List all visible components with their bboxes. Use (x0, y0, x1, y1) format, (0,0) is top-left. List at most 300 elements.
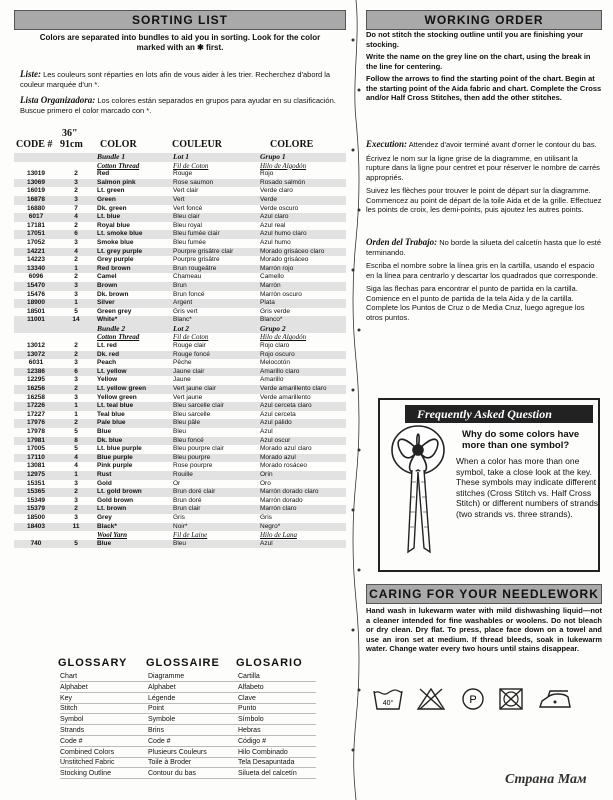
couleur-cell: Fil de Laine (173, 531, 208, 540)
color-cell: Rust (94, 471, 171, 480)
length-cell: 3 (74, 479, 78, 487)
code-cell: 14223 (26, 256, 46, 264)
colore-cell: Rojo oscuro (258, 351, 346, 360)
table-row (14, 342, 346, 351)
colore-cell: Rojo (260, 170, 274, 178)
table-row (14, 205, 346, 214)
couleur-cell: Noir* (171, 523, 258, 532)
color-cell: Dk. blue (94, 437, 171, 446)
glossary-es: Cartilla (238, 673, 260, 680)
couleur-cell: Bleu foncé (171, 437, 258, 446)
length-cell: 2 (58, 505, 94, 514)
colore-cell: Azul humo claro (258, 230, 346, 239)
table-row (14, 514, 346, 523)
sorting-list-title: SORTING LIST (132, 13, 228, 27)
french-note (20, 70, 346, 89)
couleur-cell: Fil de Coton (173, 161, 209, 170)
color-cell: Yellow (97, 376, 118, 384)
french-working (366, 140, 602, 215)
code-cell: 17978 (26, 428, 46, 435)
length-cell: 3 (74, 290, 78, 298)
glossary-es: Hebras (238, 727, 261, 734)
color-cell: Blue purple (94, 454, 171, 463)
glossary-en: Stitch (60, 705, 78, 713)
code-cell (14, 162, 58, 171)
glossary-header-es: GLOSARIO (236, 657, 303, 669)
code-cell: 15379 (14, 505, 58, 514)
table-row (14, 299, 346, 308)
couleur-cell: Bleu sarcelle clair (171, 402, 258, 411)
glossary-es: Alfabeto (238, 683, 264, 691)
couleur-cell: Bleu (173, 428, 187, 435)
glossary-row (60, 769, 316, 779)
length-cell (58, 153, 94, 162)
table-row (14, 179, 346, 188)
length-cell: 2 (74, 187, 78, 195)
color-cell: Smoke blue (97, 238, 134, 246)
length-cell (58, 162, 94, 171)
code-cell: 17976 (14, 419, 58, 428)
table-row (14, 385, 346, 394)
code-cell: 17181 (26, 221, 46, 229)
table-row (14, 248, 346, 257)
glossary-es: Tela Desapuntada (238, 759, 295, 767)
code-cell: 17051 (14, 230, 58, 239)
dry-clean-letter: P (469, 694, 477, 706)
couleur-cell: Vert (171, 196, 258, 205)
length-cell: 3 (74, 393, 78, 401)
spanish-working-3: Siga las flechas para encontrar el punto de partida en la cartilla. Comience en el punto de partida de la tela Aida y de la cartilla. Complete los Puntos de Cruz o de Media Cruz, luego agregue los otros puntos. (366, 284, 585, 322)
couleur-cell: Chameau (173, 273, 202, 281)
col-header-color: COLOR (100, 139, 137, 150)
length-cell: 2 (58, 385, 94, 394)
color-cell: Bundle 1 (94, 153, 171, 162)
colore-cell: Morado grisáceo (260, 256, 309, 264)
sorting-table (14, 153, 346, 548)
spanish-note-label: Lista Organizadora: (20, 95, 96, 105)
colore-cell: Blanco* (258, 316, 346, 325)
length-cell: 14 (58, 316, 94, 325)
glossary-row (60, 694, 316, 704)
code-cell: 6031 (28, 359, 44, 367)
color-cell: White* (94, 316, 171, 325)
length-cell: 11 (58, 523, 94, 532)
table-row (14, 196, 346, 205)
code-cell: 13072 (14, 351, 58, 360)
color-cell: Lt. grey purple (94, 248, 171, 257)
code-cell (14, 153, 58, 162)
color-cell: Lt. green (97, 187, 125, 195)
color-cell: Salmon pink (94, 179, 171, 188)
spanish-note-text: Los colores están separados en grupos para ayudar en su clasificación. Buscue primero el color marcado con *. (20, 96, 336, 115)
colore-cell: Azul pálido (258, 419, 346, 428)
couleur-cell: Lot 1 (171, 153, 258, 162)
french-working-label: Execution: (366, 139, 408, 149)
table-row (14, 308, 346, 317)
table-row (14, 454, 346, 463)
glossary-row (60, 748, 316, 758)
color-cell: Brown (94, 282, 171, 291)
table-row (14, 402, 346, 411)
colore-cell: Azul (258, 540, 346, 549)
couleur-cell: Bleu fumée clair (171, 230, 258, 239)
length-cell: 2 (74, 170, 78, 178)
couleur-cell: Rouge clair (173, 342, 206, 350)
couleur-cell: Vert jaune (173, 393, 203, 401)
code-cell: 17005 (26, 445, 46, 453)
code-cell: 11001 (14, 316, 58, 325)
colore-cell: Camello (260, 273, 284, 281)
color-cell: Lt. red (97, 342, 117, 350)
colore-cell: Orín (258, 471, 346, 480)
code-cell: 13081 (26, 462, 46, 470)
length-cell: 4 (74, 462, 78, 470)
color-cell: Gold brown (97, 496, 134, 504)
care-text: Hand wash in lukewarm water with mild dishwashing liquid—not a cleaner intended for fine washables or woolens. Do not bleach or dry clean. Dry flat. To press, place face down on a towel and use an iron set at medium. If thread bleeds, soak in lukewarm water. Change water every two hours until stains disappear. (366, 606, 602, 653)
couleur-cell: Blanc* (171, 316, 258, 325)
code-cell: 18900 (14, 299, 58, 308)
material-row (14, 333, 346, 342)
couleur-cell: Vert clair (173, 187, 199, 195)
couleur-cell: Bleu sarcelle (173, 410, 211, 418)
length-cell: 5 (74, 428, 78, 435)
length-cell: 3 (58, 282, 94, 291)
color-cell: Dk. green (97, 204, 127, 212)
faq-box (378, 398, 600, 572)
couleur-cell: Brun foncé (173, 290, 205, 298)
length-cell: 2 (74, 342, 78, 350)
length-cell: 2 (58, 488, 94, 497)
couleur-cell: Bleu pâle (171, 419, 258, 428)
glossary-row (60, 726, 316, 736)
couleur-cell: Brun (171, 282, 258, 291)
colore-cell: Azul humo (260, 238, 291, 246)
spanish-working-2: Escriba el nombre sobre la línea gris en la cartilla, usando el espacio en la línea para centrarlo y descartar los quadrados que corresponde. (366, 261, 598, 280)
length-cell: 5 (74, 307, 78, 315)
glossary-header-fr: GLOSSAIRE (146, 657, 220, 669)
couleur-cell: Bleu (171, 540, 258, 549)
colore-cell: Azul cerceta (260, 410, 296, 418)
col-header-length: 91cm (60, 139, 83, 150)
color-cell: Peach (97, 359, 117, 367)
table-row (14, 488, 346, 497)
table-row (14, 376, 346, 385)
table-row (14, 213, 346, 222)
glossary-row (60, 715, 316, 725)
french-note-text: Les couleurs sont réparties en lots afin de vous aider à les trier. Recherchez d'abord la couleur marquée d'un *. (20, 70, 331, 89)
glossary-es: Punto (238, 705, 257, 713)
colore-cell: Morado rosáceo (260, 462, 307, 470)
table-row (14, 230, 346, 239)
colore-cell: Gris (260, 513, 272, 521)
color-cell: Green (94, 196, 171, 205)
length-cell: 4 (58, 213, 94, 222)
table-row (14, 222, 346, 231)
length-cell: 5 (58, 540, 94, 549)
table-row (14, 445, 346, 454)
colore-cell: Marrón rojo (258, 265, 346, 274)
code-cell: 18500 (26, 513, 46, 521)
length-cell (58, 531, 94, 540)
material-row (14, 162, 346, 171)
glossary-en: Combined Colors (60, 748, 115, 756)
couleur-cell: Jaune clair (171, 368, 258, 377)
length-cell: 2 (74, 256, 78, 264)
table-row (14, 540, 346, 549)
length-cell: 5 (74, 445, 78, 453)
table-row (14, 351, 346, 360)
wash-40-icon (372, 687, 404, 711)
length-cell: 3 (58, 196, 94, 205)
colore-cell: Marrón claro (258, 505, 346, 514)
couleur-cell: Bleu pourpre clair (173, 445, 224, 453)
spanish-working-1: No borde la silueta del calcetín hasta que lo esté terminando. (366, 238, 602, 257)
code-cell (14, 325, 58, 334)
length-cell: 6 (58, 368, 94, 377)
colore-cell: Plata (258, 299, 346, 308)
spanish-working (366, 238, 602, 322)
code-cell: 13069 (14, 179, 58, 188)
french-working-3: Suivez les flèches pour trouver le point de départ sur la diagramme. Commencez au point de départ de la toile Aida et de la grille. Effectuez les points de croix, les demi-points, puis ajoutez les autres points. (366, 186, 602, 214)
glossary-row (60, 683, 316, 693)
sorting-intro-text: Colors are separated into bundles to aid you in sorting. Look for the color marked with an ✱ first. (39, 33, 321, 52)
code-cell: 15349 (26, 496, 46, 504)
couleur-cell: Bleu royal (173, 221, 202, 229)
couleur-cell: Rouille (171, 471, 258, 480)
table-row (14, 437, 346, 446)
glossary-en: Strands (60, 727, 85, 734)
vine-divider (350, 0, 362, 800)
couleur-cell: Bleu pourpre (171, 454, 258, 463)
glossary-es: Silueta del calcetín (238, 770, 297, 778)
color-cell: Grey purple (97, 256, 134, 264)
colore-cell: Morado azul (258, 454, 346, 463)
table-row (14, 480, 346, 489)
couleur-cell: Gris vert (173, 307, 198, 315)
colore-cell: Hilo de Algodón (260, 161, 307, 170)
code-cell: 17110 (14, 454, 58, 463)
length-cell: 4 (58, 248, 94, 257)
table-row (14, 282, 346, 291)
table-row (14, 187, 346, 196)
color-cell: Gold (97, 479, 112, 487)
color-cell: Lt. blue purple (97, 445, 142, 453)
code-cell: 17226 (14, 402, 58, 411)
color-cell: Royal blue (97, 221, 130, 229)
colore-cell: Rojo claro (260, 342, 290, 350)
colore-cell: Verde amarillento (260, 393, 311, 401)
table-row (14, 239, 346, 248)
working-order-title: WORKING ORDER (424, 13, 544, 27)
code-cell: 17227 (26, 410, 46, 418)
couleur-cell: Brun doré (173, 496, 202, 504)
color-cell: Cotton Thread (97, 161, 140, 170)
length-cell: 3 (74, 238, 78, 246)
glossary-row (60, 737, 316, 747)
colore-cell: Hilo de Lana (260, 531, 297, 540)
glossary-fr: Toile à Broder (148, 759, 192, 767)
length-cell: 3 (74, 376, 78, 384)
color-cell: Lt. yellow (94, 368, 171, 377)
glossary-fr: Plusieurs Couleurs (148, 748, 207, 756)
colore-cell: Melocotón (260, 359, 290, 367)
watermark: Страна Мам (505, 772, 587, 787)
color-cell: Grey (97, 513, 112, 521)
couleur-cell: Gris (173, 513, 185, 521)
sorting-list-banner (14, 10, 346, 30)
care-banner (366, 584, 602, 604)
code-cell: 15470 (14, 282, 58, 291)
code-cell: 13019 (26, 170, 46, 178)
color-cell: Bundle 2 (94, 325, 171, 334)
colore-cell: Morado azul claro (260, 445, 312, 453)
color-cell: Red brown (94, 265, 171, 274)
colore-cell: Verde (258, 196, 346, 205)
glossary-en: Symbol (60, 716, 84, 724)
glossary-fr: Légende (148, 694, 176, 702)
couleur-cell: Vert jaune clair (171, 385, 258, 394)
color-cell: Lt. gold brown (94, 488, 171, 497)
french-note-label: Liste: (20, 69, 41, 79)
glossary-en: Key (60, 694, 73, 702)
col-header-code: CODE # (16, 139, 53, 150)
code-cell: 15365 (14, 488, 58, 497)
color-cell: Dk. red (94, 351, 171, 360)
code-cell: 16256 (14, 385, 58, 394)
couleur-cell: Pêche (173, 359, 192, 367)
code-cell: 12975 (14, 471, 58, 480)
couleur-cell: Rouge (173, 170, 193, 178)
colore-cell: Marrón oscuro (260, 290, 302, 298)
color-cell: Silver (94, 299, 171, 308)
care-title: CARING FOR YOUR NEEDLEWORK (369, 587, 599, 601)
table-row (14, 265, 346, 274)
code-cell: 16878 (14, 196, 58, 205)
bundle-row (14, 153, 346, 162)
code-cell: 6017 (14, 213, 58, 222)
couleur-cell: Brun doré clair (171, 488, 258, 497)
code-cell: 740 (14, 540, 58, 549)
glossary-es: Clave (238, 694, 256, 702)
table-row (14, 411, 346, 420)
table-row (14, 419, 346, 428)
glossary-fr: Diagramme (148, 673, 185, 680)
no-bleach-icon (416, 687, 446, 711)
faq-answer: When a color has more than one symbol, take a close look at the key. These symbols may indicate different stitches (Cross Stitch vs. Half Cross Stitch) or different numbers of strands (two strands vs. three strands). (456, 456, 599, 519)
color-cell: Pale blue (94, 419, 171, 428)
code-cell: 15476 (26, 290, 46, 298)
table-row (14, 523, 346, 532)
code-cell: 12295 (26, 376, 46, 384)
table-row (14, 428, 346, 437)
length-cell: 1 (74, 410, 78, 418)
sorting-intro (30, 33, 330, 53)
color-cell: Dk. brown (97, 290, 129, 298)
couleur-cell: Pourpre grisâtre (173, 256, 220, 264)
glossary-row (60, 704, 316, 714)
code-cell: 16019 (26, 187, 46, 195)
col-header-colore: COLORE (270, 139, 314, 150)
code-cell: 13340 (14, 265, 58, 274)
colore-cell: Azul (260, 428, 273, 435)
length-top-label: 36" (62, 128, 78, 139)
table-row (14, 462, 346, 471)
bundle-row (14, 325, 346, 334)
glossary-es: Código # (238, 737, 267, 745)
glossary-fr: Contour du bas (148, 770, 196, 778)
colore-cell: Gris verde (260, 307, 290, 315)
material-row (14, 531, 346, 540)
wash-temp-label: 40° (382, 700, 394, 707)
table-row (14, 256, 346, 265)
colore-cell: Morado grisáceo claro (258, 248, 346, 257)
table-row (14, 394, 346, 403)
color-cell: Lt. blue (94, 213, 171, 222)
length-cell: 7 (74, 204, 78, 212)
code-cell: 16880 (26, 204, 46, 212)
code-cell: 6096 (28, 273, 44, 281)
table-row (14, 471, 346, 480)
length-cell: 6 (58, 230, 94, 239)
couleur-cell: Bleu fumée (173, 238, 206, 246)
colore-cell: Azul cerceta claro (258, 402, 346, 411)
code-cell: 18403 (14, 523, 58, 532)
length-cell (58, 333, 94, 342)
color-cell: Red (97, 170, 110, 178)
dry-clean-p-icon (460, 687, 486, 711)
glossary-en: Alphabet (60, 683, 88, 691)
length-cell: 3 (58, 179, 94, 188)
couleur-cell: Lot 2 (171, 325, 258, 334)
couleur-cell: Or (173, 479, 181, 487)
color-cell: Black* (94, 523, 171, 532)
length-cell: 4 (58, 454, 94, 463)
color-cell: Pink purple (97, 462, 133, 470)
color-cell: Lt. smoke blue (94, 230, 171, 239)
couleur-cell: Fil de Coton (173, 333, 209, 342)
french-working-1: Attendez d'avoir terminé avant d'orner le contour du bas. (408, 140, 597, 149)
length-cell: 3 (74, 359, 78, 367)
colore-cell: Amarillo claro (258, 368, 346, 377)
length-cell (58, 325, 94, 334)
color-cell: Camel (97, 273, 117, 281)
colore-cell: Marrón (258, 282, 346, 291)
glossary-header-en: GLOSSARY (58, 657, 128, 669)
colore-cell: Azul claro (258, 213, 346, 222)
colore-cell: Rosado salmón (258, 179, 346, 188)
color-cell: Lt. teal blue (94, 402, 171, 411)
glossary-fr: Symbole (148, 716, 176, 724)
colore-cell: Verde claro (260, 187, 293, 195)
colore-cell: Verde amarillento claro (258, 385, 346, 394)
glossary-es: Hilo Combinado (238, 748, 288, 756)
code-cell: 13012 (26, 342, 46, 350)
glossary-fr: Code # (148, 737, 171, 745)
color-cell: Green grey (97, 307, 132, 315)
french-working-2: Écrivez le nom sur la ligne grise de la diagramme, en utilisant la rupture dans la ligne pour centret et pour réserver le nombre de carrés appropriés. (366, 153, 600, 182)
length-cell: 3 (74, 513, 78, 521)
code-cell (14, 333, 58, 342)
length-cell: 2 (58, 351, 94, 360)
table-row (14, 170, 346, 179)
length-cell: 3 (74, 496, 78, 504)
working-step-2: Write the name on the grey line on the chart, using the break in the line for centering. (366, 52, 591, 71)
color-cell: Blue (97, 428, 112, 435)
code-cell: 18501 (26, 307, 46, 315)
code-cell: 15351 (26, 479, 46, 487)
color-cell: Lt. brown (94, 505, 171, 514)
spanish-note (20, 96, 346, 115)
